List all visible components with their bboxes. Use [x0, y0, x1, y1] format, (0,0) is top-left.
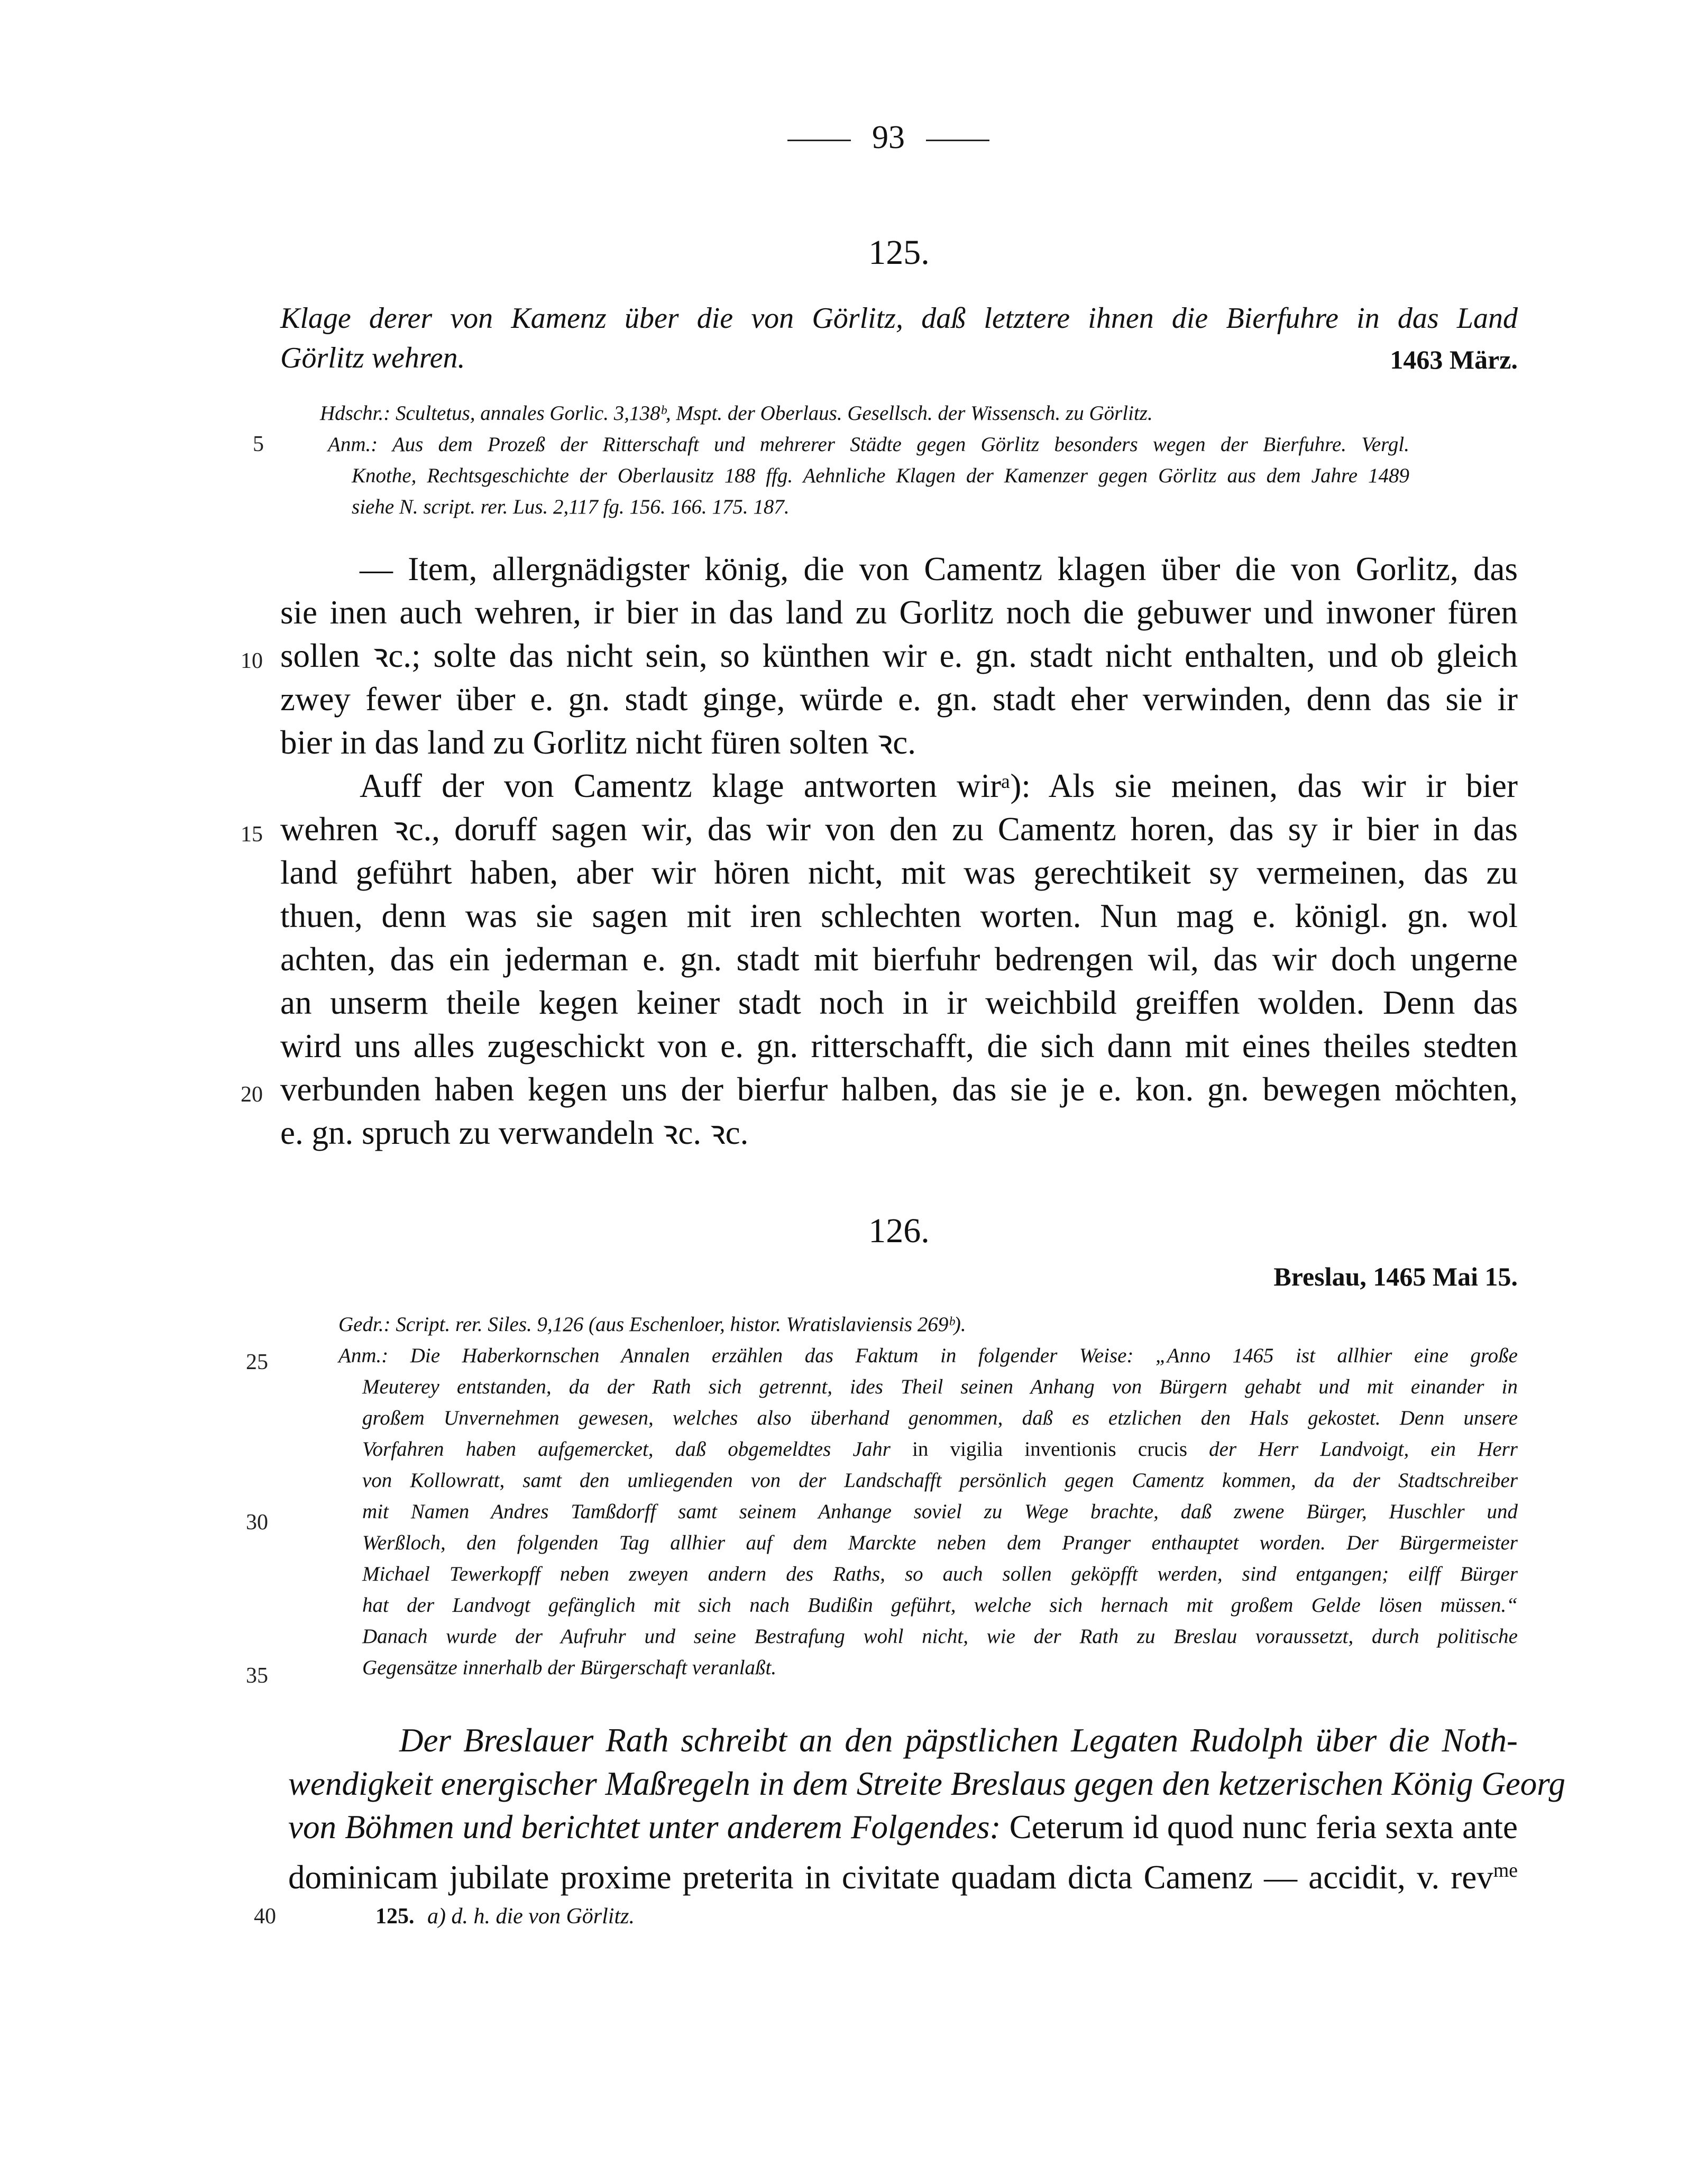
doc-126-intro	[288, 1719, 1565, 1899]
header-rule-right	[926, 140, 989, 141]
intro-line	[288, 1849, 1518, 1899]
doc-125-note-line: siehe N. script. rer. Lus. 2,117 fg. 156. 166. 175. 187.	[352, 495, 790, 518]
body-line: — Item, allergnädigster könig, die von Camentz klagen über die von Gorlitz, das	[360, 550, 1518, 588]
body-line: sie inen auch wehren, ir bier in das land zu Gorlitz noch die gebuwer und inwoner füren	[280, 594, 1518, 631]
line-number: 25	[246, 1350, 268, 1374]
doc-125-title-line-2: Görlitz wehren.	[280, 342, 465, 374]
body-line: an unserm theile kegen keiner stadt noch in ir weichbild greiffen wolden. Denn das	[280, 984, 1518, 1021]
doc-125-note-line: Knothe, Rechtsgeschichte der Oberlausitz 188 ffg. Aehnliche Klagen der Kamenzer gegen Görlitz aus dem Jahre 1489	[352, 464, 1409, 487]
body-line: zwey fewer über e. gn. stadt ginge, würde e. gn. stadt eher verwinden, denn das sie ir	[280, 681, 1518, 718]
doc-126-note-line: Gedr.: Script. rer. Siles. 9,126 (aus Eschenloer, histor. Wratislaviensis 269ᵇ).	[338, 1313, 966, 1336]
body-line: bier in das land zu Gorlitz nicht füren solten ꝛc.	[280, 724, 916, 761]
doc-126-note-line: hat der Landvogt gefänglich mit sich nach Budißin geführt, welche sich hernach mit großem Gelde lösen müssen.“	[362, 1594, 1518, 1617]
line-number: 35	[246, 1664, 268, 1688]
line-number: 30	[246, 1510, 268, 1535]
doc-126-note-line: von Kollowratt, samt den umliegenden von der Landschafft persönlich gegen Camentz kommen, da der Stadtschreiber	[362, 1469, 1518, 1492]
intro-italic-part: von Böhmen und berichtet unter anderem Folgendes:	[288, 1809, 1001, 1846]
doc-126-note-line: Danach wurde der Aufruhr und seine Bestrafung wohl nicht, wie der Rath zu Breslau voraussetzt, durch politische	[362, 1625, 1518, 1648]
intro-line-mixed	[288, 1805, 1518, 1849]
body-line: wird uns alles zugeschickt von e. gn. ritterschafft, die sich dann mit eines theiles stedten	[280, 1027, 1518, 1065]
doc-125-body	[280, 547, 1518, 1154]
intro-roman-part: Ceterum id quod nunc feria sexta ante	[1009, 1809, 1518, 1846]
note-italic-part: Vorfahren haben aufgemercket, daß obgemeldtes Jahr	[362, 1438, 891, 1461]
line-number: 40	[254, 1904, 276, 1929]
body-line: sollen ꝛc.; solte das nicht sein, so künthen wir e. gn. stadt nicht enthalten, und ob gleich	[280, 637, 1518, 674]
line-number: 5	[253, 432, 264, 456]
doc-126-note-line: Anm.: Die Haberkornschen Annalen erzählen das Faktum in folgender Weise: „Anno 1465 ist allhier eine große	[338, 1344, 1518, 1367]
page-header	[740, 119, 1036, 157]
doc-125-title	[280, 299, 1518, 378]
doc-125-number: 125.	[868, 233, 930, 272]
footnote-text: a) d. h. die von Görlitz.	[427, 1904, 635, 1929]
footnote	[375, 1904, 635, 1929]
body-line: verbunden haben kegen uns der bierfur halben, das sie je e. kon. gn. bewegen möchten,	[280, 1071, 1518, 1108]
doc-126-note-line: Werßloch, den folgenden Tag allhier auf dem Marckte neben dem Pranger enthauptet worden. Der Bürgermeister	[362, 1531, 1518, 1554]
doc-126-date: Breslau, 1465 Mai 15.	[1273, 1262, 1518, 1291]
line-number: 15	[241, 822, 263, 847]
doc-125-date: 1463 März.	[1390, 345, 1518, 374]
doc-126-note-line: mit Namen Andres Tamßdorff samt seinem Anhange soviel zu Wege brachte, daß zwene Bürger, Huschler und	[362, 1500, 1518, 1523]
line-number: 20	[241, 1082, 263, 1107]
doc-125-notes	[320, 398, 1409, 522]
superscript: me	[1493, 1859, 1518, 1882]
body-line: Auff der von Camentz klage antworten wirᵃ): Als sie meinen, das wir ir bier	[360, 767, 1518, 804]
intro-text: dominicam jubilate proxime preterita in civitate quadam dicta Camenz — accidit, v. rev	[288, 1859, 1493, 1896]
body-line: wehren ꝛc., doruff sagen wir, das wir von den zu Camentz horen, das sy ir bier in das	[280, 811, 1518, 848]
footnote-ref: 125.	[375, 1904, 415, 1929]
body-line: achten, das ein jederman e. gn. stadt mit bierfuhr bedrengen wil, das wir doch ungerne	[280, 941, 1518, 978]
doc-126-note-line: großem Unvernehmen gewesen, welches also überhand genommen, daß es etzlichen den Hals gekostet. Denn unsere	[362, 1407, 1518, 1429]
doc-125-title-line-1: Klage derer von Kamenz über die von Görlitz, daß letztere ihnen die Bierfuhre in das Land	[280, 302, 1518, 335]
doc-126-note-line: Gegensätze innerhalb der Bürgerschaft veranlaßt.	[362, 1656, 777, 1679]
note-italic-part: der Herr Landvoigt, ein Herr	[1209, 1438, 1518, 1461]
intro-line: wendigkeit energischer Maßregeln in dem Streite Breslaus gegen den ketzerischen König Georg	[288, 1765, 1565, 1802]
doc-126-notes	[338, 1309, 1518, 1683]
page-number: 93	[872, 120, 905, 155]
line-number: 10	[241, 649, 263, 673]
note-roman-part: in vigilia inventionis crucis	[912, 1438, 1187, 1461]
doc-125-note-line: Hdschr.: Scultetus, annales Gorlic. 3,138ᵇ, Mspt. der Oberlaus. Gesellsch. der Wissensch. zu Görlitz.	[320, 402, 1153, 425]
doc-126-number: 126.	[868, 1212, 930, 1250]
doc-126-note-line: Michael Tewerkopff neben zweyen andern des Raths, so auch sollen geköpfft werden, sind entgangen; eilff Bürger	[362, 1563, 1518, 1585]
body-line: thuen, denn was sie sagen mit iren schlechten worten. Nun mag e. königl. gn. wol	[280, 897, 1518, 934]
header-rule-left	[787, 140, 851, 141]
intro-line: Der Breslauer Rath schreibt an den päpstlichen Legaten Rudolph über die Noth-	[399, 1722, 1518, 1759]
body-line: e. gn. spruch zu verwandeln ꝛc. ꝛc.	[280, 1114, 749, 1151]
doc-125-note-line: Anm.: Aus dem Prozeß der Ritterschaft und mehrerer Städte gegen Görlitz besonders wegen der Bierfuhre. Vergl.	[328, 433, 1409, 456]
body-line: land geführt haben, aber wir hören nicht, mit was gerechtikeit sy vermeinen, das zu	[280, 854, 1518, 891]
doc-126-note-line: Meuterey entstanden, da der Rath sich getrennt, ides Theil seinen Anhang von Bürgern gehabt und mit einander in	[362, 1375, 1518, 1398]
doc-126-note-line-mixed	[362, 1434, 1518, 1465]
